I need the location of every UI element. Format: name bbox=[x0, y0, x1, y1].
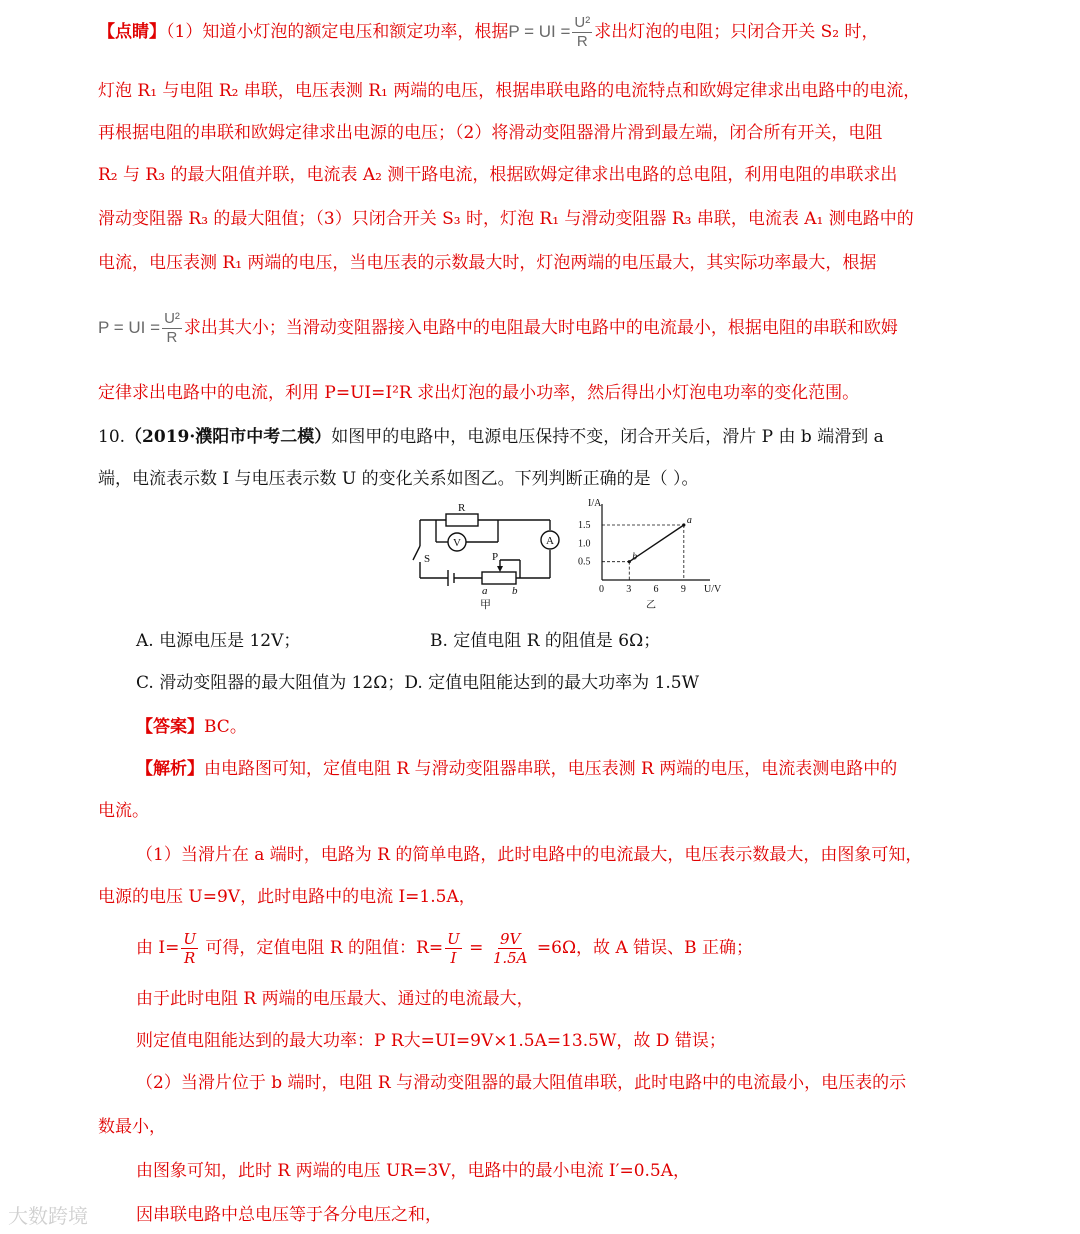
circuit-label-a-end: a bbox=[482, 585, 488, 597]
x-tick-label: 9 bbox=[680, 584, 686, 595]
formula-p-ui: P = UI = bbox=[508, 22, 571, 41]
x-tick-label: 6 bbox=[653, 584, 659, 595]
series-line bbox=[629, 525, 684, 562]
formula-fraction: $\frac{\text{U²}}{R}$ bbox=[574, 14, 591, 50]
analysis-tag: 【解析】 bbox=[136, 759, 204, 779]
analysis-text-5a: 由 I= bbox=[136, 938, 180, 958]
option-c-d: C. 滑动变阻器的最大阻值为 12Ω；D. 定值电阻能达到的最大功率为 1.5W bbox=[136, 673, 700, 693]
analysis-line-1 bbox=[136, 758, 897, 780]
data-point bbox=[628, 560, 631, 563]
point-label-b: b bbox=[632, 551, 638, 563]
iu-chart bbox=[578, 498, 722, 612]
y-axis-label: I/A bbox=[588, 498, 602, 509]
analysis-text-5c: = bbox=[463, 938, 489, 958]
analysis-line-7: 则定值电阻能达到的最大功率：P R大=UI=9V×1.5A=13.5W，故 D 错误； bbox=[136, 1031, 726, 1051]
y-tick-label: 1.0 bbox=[578, 538, 591, 550]
answer-value: BC。 bbox=[204, 717, 247, 737]
analysis-line-2: 电流。 bbox=[98, 801, 149, 821]
analysis-line-4: 电源的电压 U=9V，此时电路中的电流 I=1.5A， bbox=[98, 887, 476, 907]
analysis-line-10: 由图象可知，此时 R 两端的电压 UR=3V，电路中的最小电流 I′=0.5A， bbox=[136, 1161, 691, 1181]
hint-text-1a: （1）知道小灯泡的额定电压和额定功率，根据 bbox=[166, 22, 509, 42]
hint-line-2: 灯泡 R₁ 与电阻 R₂ 串联，电压表测 R₁ 两端的电压，根据串联电路的电流特点和欧姆定律求出电路中的电流， bbox=[98, 81, 921, 101]
fraction-u-over-r: $\frac{U}{R}$ bbox=[183, 930, 197, 967]
hint-line-5: 滑动变阻器 R₃ 的最大阻值；（3）只闭合开关 S₃ 时，灯泡 R₁ 与滑动变阻器 R₃ 串联，电流表 A₁ 测电路中的 bbox=[98, 209, 914, 229]
hint-line-7 bbox=[98, 310, 898, 347]
question-line-2: 端，电流表示数 I 与电压表示数 U 的变化关系如图乙。下列判断正确的是（ ）。 bbox=[98, 469, 699, 489]
circuit-diagram bbox=[408, 500, 573, 612]
x-tick-label: 0 bbox=[599, 584, 604, 595]
circuit-label-p: P bbox=[492, 551, 499, 563]
analysis-line-5 bbox=[136, 930, 753, 967]
fraction-u-over-i: $\frac{U}{I}$ bbox=[447, 930, 460, 967]
circuit-label-v: V bbox=[453, 537, 461, 549]
point-label-a: a bbox=[686, 515, 692, 526]
option-a: A. 电源电压是 12V； bbox=[136, 631, 301, 651]
hint-text-7b: 求出其大小；当滑动变阻器接入电路中的电阻最大时电路中的电流最小，根据电阻的串联和欧姆 bbox=[183, 318, 898, 338]
answer-tag: 【答案】 bbox=[136, 717, 204, 737]
y-tick-label: 0.5 bbox=[578, 556, 591, 568]
analysis-line-11: 因串联电路中总电压等于各分电压之和， bbox=[136, 1205, 442, 1225]
formula-p-ui-2: P = UI = bbox=[98, 318, 161, 337]
analysis-text-1: 由电路图可知，定值电阻 R 与滑动变阻器串联，电压表测 R 两端的电压，电流表测电路中的 bbox=[204, 759, 898, 779]
analysis-line-8: （2）当滑片位于 b 端时，电阻 R 与滑动变阻器的最大阻值串联，此时电路中的电流最小，电压表的示 bbox=[136, 1073, 907, 1093]
hint-tag: 【点睛】 bbox=[98, 22, 166, 42]
answer-line bbox=[136, 716, 247, 738]
hint-line-4: R₂ 与 R₃ 的最大阻值并联，电流表 A₂ 测干路电流，根据欧姆定律求出电路的总电阻，利用电阻的串联求出 bbox=[98, 165, 898, 185]
question-number: 10. bbox=[98, 427, 126, 447]
question-line-1 bbox=[98, 426, 884, 448]
circuit-label-r: R bbox=[458, 502, 466, 514]
question-text-1: 如图甲的电路中，电源电压保持不变，闭合开关后，滑片 P 由 b 端滑到 a bbox=[331, 427, 884, 447]
option-b: B. 定值电阻 R 的阻值是 6Ω； bbox=[430, 631, 661, 651]
hint-line-8: 定律求出电路中的电流，利用 P=UI=I²R 求出灯泡的最小功率，然后得出小灯泡电功率的变化范围。 bbox=[98, 383, 860, 403]
analysis-line-6: 由于此时电阻 R 两端的电压最大、通过的电流最大， bbox=[136, 989, 534, 1009]
figure-caption-left: 甲 bbox=[480, 599, 491, 611]
y-tick-label: 1.5 bbox=[578, 520, 591, 531]
data-point bbox=[682, 523, 685, 526]
analysis-line-9: 数最小， bbox=[98, 1117, 166, 1137]
circuit-label-s: S bbox=[424, 553, 431, 565]
circuit-label-a: A bbox=[546, 535, 554, 547]
hint-line-6: 电流，电压表测 R₁ 两端的电压，当电压表的示数最大时，灯泡两端的电压最大，其实际功率最大，根据 bbox=[98, 253, 877, 273]
formula-fraction-2: $\frac{\text{U²}}{R}$ bbox=[164, 310, 180, 346]
analysis-text-5d: =6Ω，故 A 错误、B 正确； bbox=[531, 938, 754, 958]
hint-text-1b: 求出灯泡的电阻；只闭合开关 S₂ 时， bbox=[594, 22, 879, 42]
question-source: （2019·濮阳市中考二模） bbox=[125, 427, 332, 447]
hint-line-1 bbox=[98, 14, 879, 51]
x-tick-label: 3 bbox=[626, 584, 632, 595]
analysis-line-3: （1）当滑片在 a 端时，电路为 R 的简单电路，此时电路中的电流最大，电压表示数最大，由图象可知， bbox=[136, 845, 923, 865]
analysis-text-5b: 可得，定值电阻 R 的阻值：R= bbox=[200, 938, 444, 958]
circuit-label-b-end: b bbox=[512, 585, 518, 597]
fraction-9v-over-1-5a: $\frac{9V}{1.5A}$ bbox=[492, 930, 528, 967]
hint-line-3: 再根据电阻的串联和欧姆定律求出电源的电压；（2）将滑动变阻器滑片滑到最左端，闭合所有开关，电阻 bbox=[98, 123, 883, 143]
watermark: 大数跨境 bbox=[8, 1206, 88, 1228]
figure-caption-right: 乙 bbox=[646, 600, 656, 611]
x-axis-label: U/V bbox=[704, 584, 722, 595]
